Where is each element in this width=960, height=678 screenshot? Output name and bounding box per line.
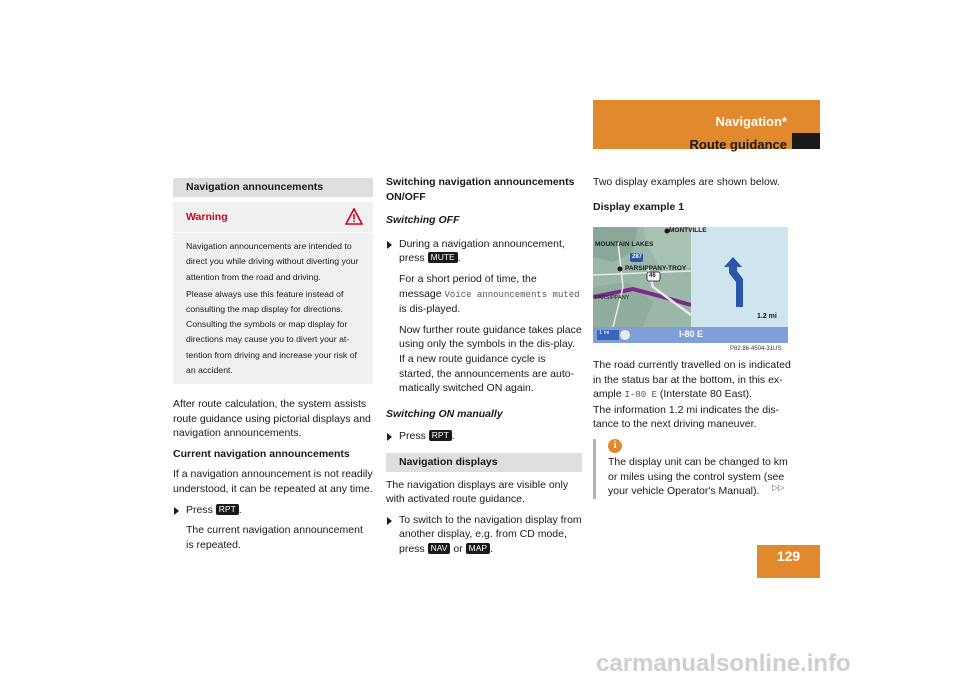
status-bar-road: I-80 E bbox=[679, 329, 704, 339]
chapter-title: Navigation* bbox=[715, 114, 787, 129]
continued-mark: ▷▷ bbox=[772, 483, 785, 492]
period: . bbox=[451, 430, 455, 443]
warning-text-1: Navigation announcements are intended to direct you while driving without diverting your attention from the road and driving. bbox=[186, 241, 359, 282]
road-status-text bbox=[593, 358, 793, 403]
column-1 bbox=[173, 178, 373, 552]
info-note-box bbox=[593, 439, 793, 499]
warning-title: Warning bbox=[186, 210, 228, 223]
map-label-parsippany-troy: PARSIPPANY-TROY bbox=[625, 265, 687, 272]
warning-text-2: Please always use this feature instead of consulting the map display for directions. Consulting the symbols or map display for directions may cause you to divert your at-tention from driving and increase your risk of an accident. bbox=[186, 288, 357, 375]
distance-readout: 1.2 mi bbox=[757, 313, 777, 320]
header-block bbox=[792, 133, 820, 149]
or-text: or bbox=[453, 542, 463, 555]
mute-key: MUTE bbox=[428, 252, 458, 263]
figure-caption: P82.86-4504-31US bbox=[730, 346, 782, 352]
repeated-text: The current navigation announcement is repeated. bbox=[186, 524, 363, 551]
switching-on-heading: Switching ON manually bbox=[386, 407, 503, 420]
page-number: 129 bbox=[757, 545, 820, 578]
warning-box bbox=[173, 202, 373, 384]
switching-heading: Switching navigation announcements ON/OFF bbox=[386, 176, 575, 203]
navigation-display-example bbox=[593, 227, 788, 343]
period: . bbox=[457, 252, 461, 265]
switch-display-text: To switch to the navigation display from another display, e.g. from CD mode, press bbox=[399, 513, 582, 555]
muted-display-text: Voice announcements muted bbox=[444, 289, 580, 300]
press-rpt-on-step bbox=[386, 429, 582, 444]
further-guidance-text: Now further route guidance takes place using only the symbols in the dis-play. If a new route guidance cycle is started, the announcements are auto-matically switched ON again. bbox=[399, 323, 582, 395]
period: . bbox=[238, 503, 242, 516]
route-287-shield: 287 bbox=[632, 254, 643, 260]
map-label-montville: MONTVILLE bbox=[669, 227, 707, 234]
example-heading: Display example 1 bbox=[593, 200, 685, 213]
scale-readout: 1 mi bbox=[599, 330, 610, 336]
rpt-key: RPT bbox=[216, 504, 239, 515]
watermark: carmanualsonline.info bbox=[596, 650, 851, 677]
press-rpt-step bbox=[173, 503, 373, 518]
road-text-a: The road currently travelled on is indicated in the status bar at the bottom, in this ex-ample bbox=[593, 359, 791, 401]
press-label: Press bbox=[399, 430, 426, 443]
warning-triangle-icon bbox=[345, 208, 363, 225]
press-label: Press bbox=[186, 503, 213, 516]
mute-step bbox=[386, 237, 582, 266]
muted-suffix: is dis-played. bbox=[399, 303, 461, 316]
current-announcements-text: If a navigation announcement is not readily understood, it can be repeated at any time. bbox=[173, 468, 373, 495]
map-label-mountain-lakes: MOUNTAIN LAKES bbox=[595, 241, 654, 248]
switch-display-step bbox=[386, 513, 582, 557]
column-3 bbox=[593, 175, 793, 214]
mute-step-text: During a navigation announcement, press bbox=[399, 237, 565, 265]
rpt-key: RPT bbox=[429, 430, 452, 441]
current-announcements-heading: Current navigation announcements bbox=[173, 447, 350, 460]
road-display-text: I-80 E bbox=[624, 390, 657, 401]
section-heading-nav-displays: Navigation displays bbox=[386, 453, 582, 472]
chapter-subtitle: Route guidance bbox=[689, 137, 787, 152]
switching-off-heading: Switching OFF bbox=[386, 214, 460, 227]
info-note-text: The display unit can be changed to km or miles using the control system (see your vehicle Operator's Manual). bbox=[608, 455, 788, 498]
distance-info-text: The information 1.2 mi indicates the dis-tance to the next driving maneuver. bbox=[593, 403, 780, 431]
two-examples-text: Two display examples are shown below. bbox=[593, 176, 780, 188]
road-text-b: (Interstate 80 East). bbox=[659, 388, 753, 401]
period: . bbox=[490, 542, 493, 555]
chapter-header bbox=[593, 100, 820, 152]
muted-message-text bbox=[386, 272, 582, 317]
info-icon: i bbox=[608, 439, 622, 453]
intro-text: After route calculation, the system assists route guidance using pictorial displays and navigation announcements. bbox=[173, 398, 371, 440]
muted-prefix: For a short period of time, the message bbox=[399, 272, 537, 300]
route-46-shield: 46 bbox=[649, 273, 656, 279]
column-3-lower bbox=[593, 358, 793, 499]
displays-text: The navigation displays are visible only with activated route guidance. bbox=[386, 478, 569, 506]
section-heading-nav-announcements: Navigation announcements bbox=[173, 178, 373, 197]
nav-key: NAV bbox=[428, 543, 451, 554]
column-2 bbox=[386, 175, 582, 556]
map-label-parsippany: PARSIPPANY bbox=[595, 295, 630, 301]
map-key: MAP bbox=[466, 543, 490, 554]
